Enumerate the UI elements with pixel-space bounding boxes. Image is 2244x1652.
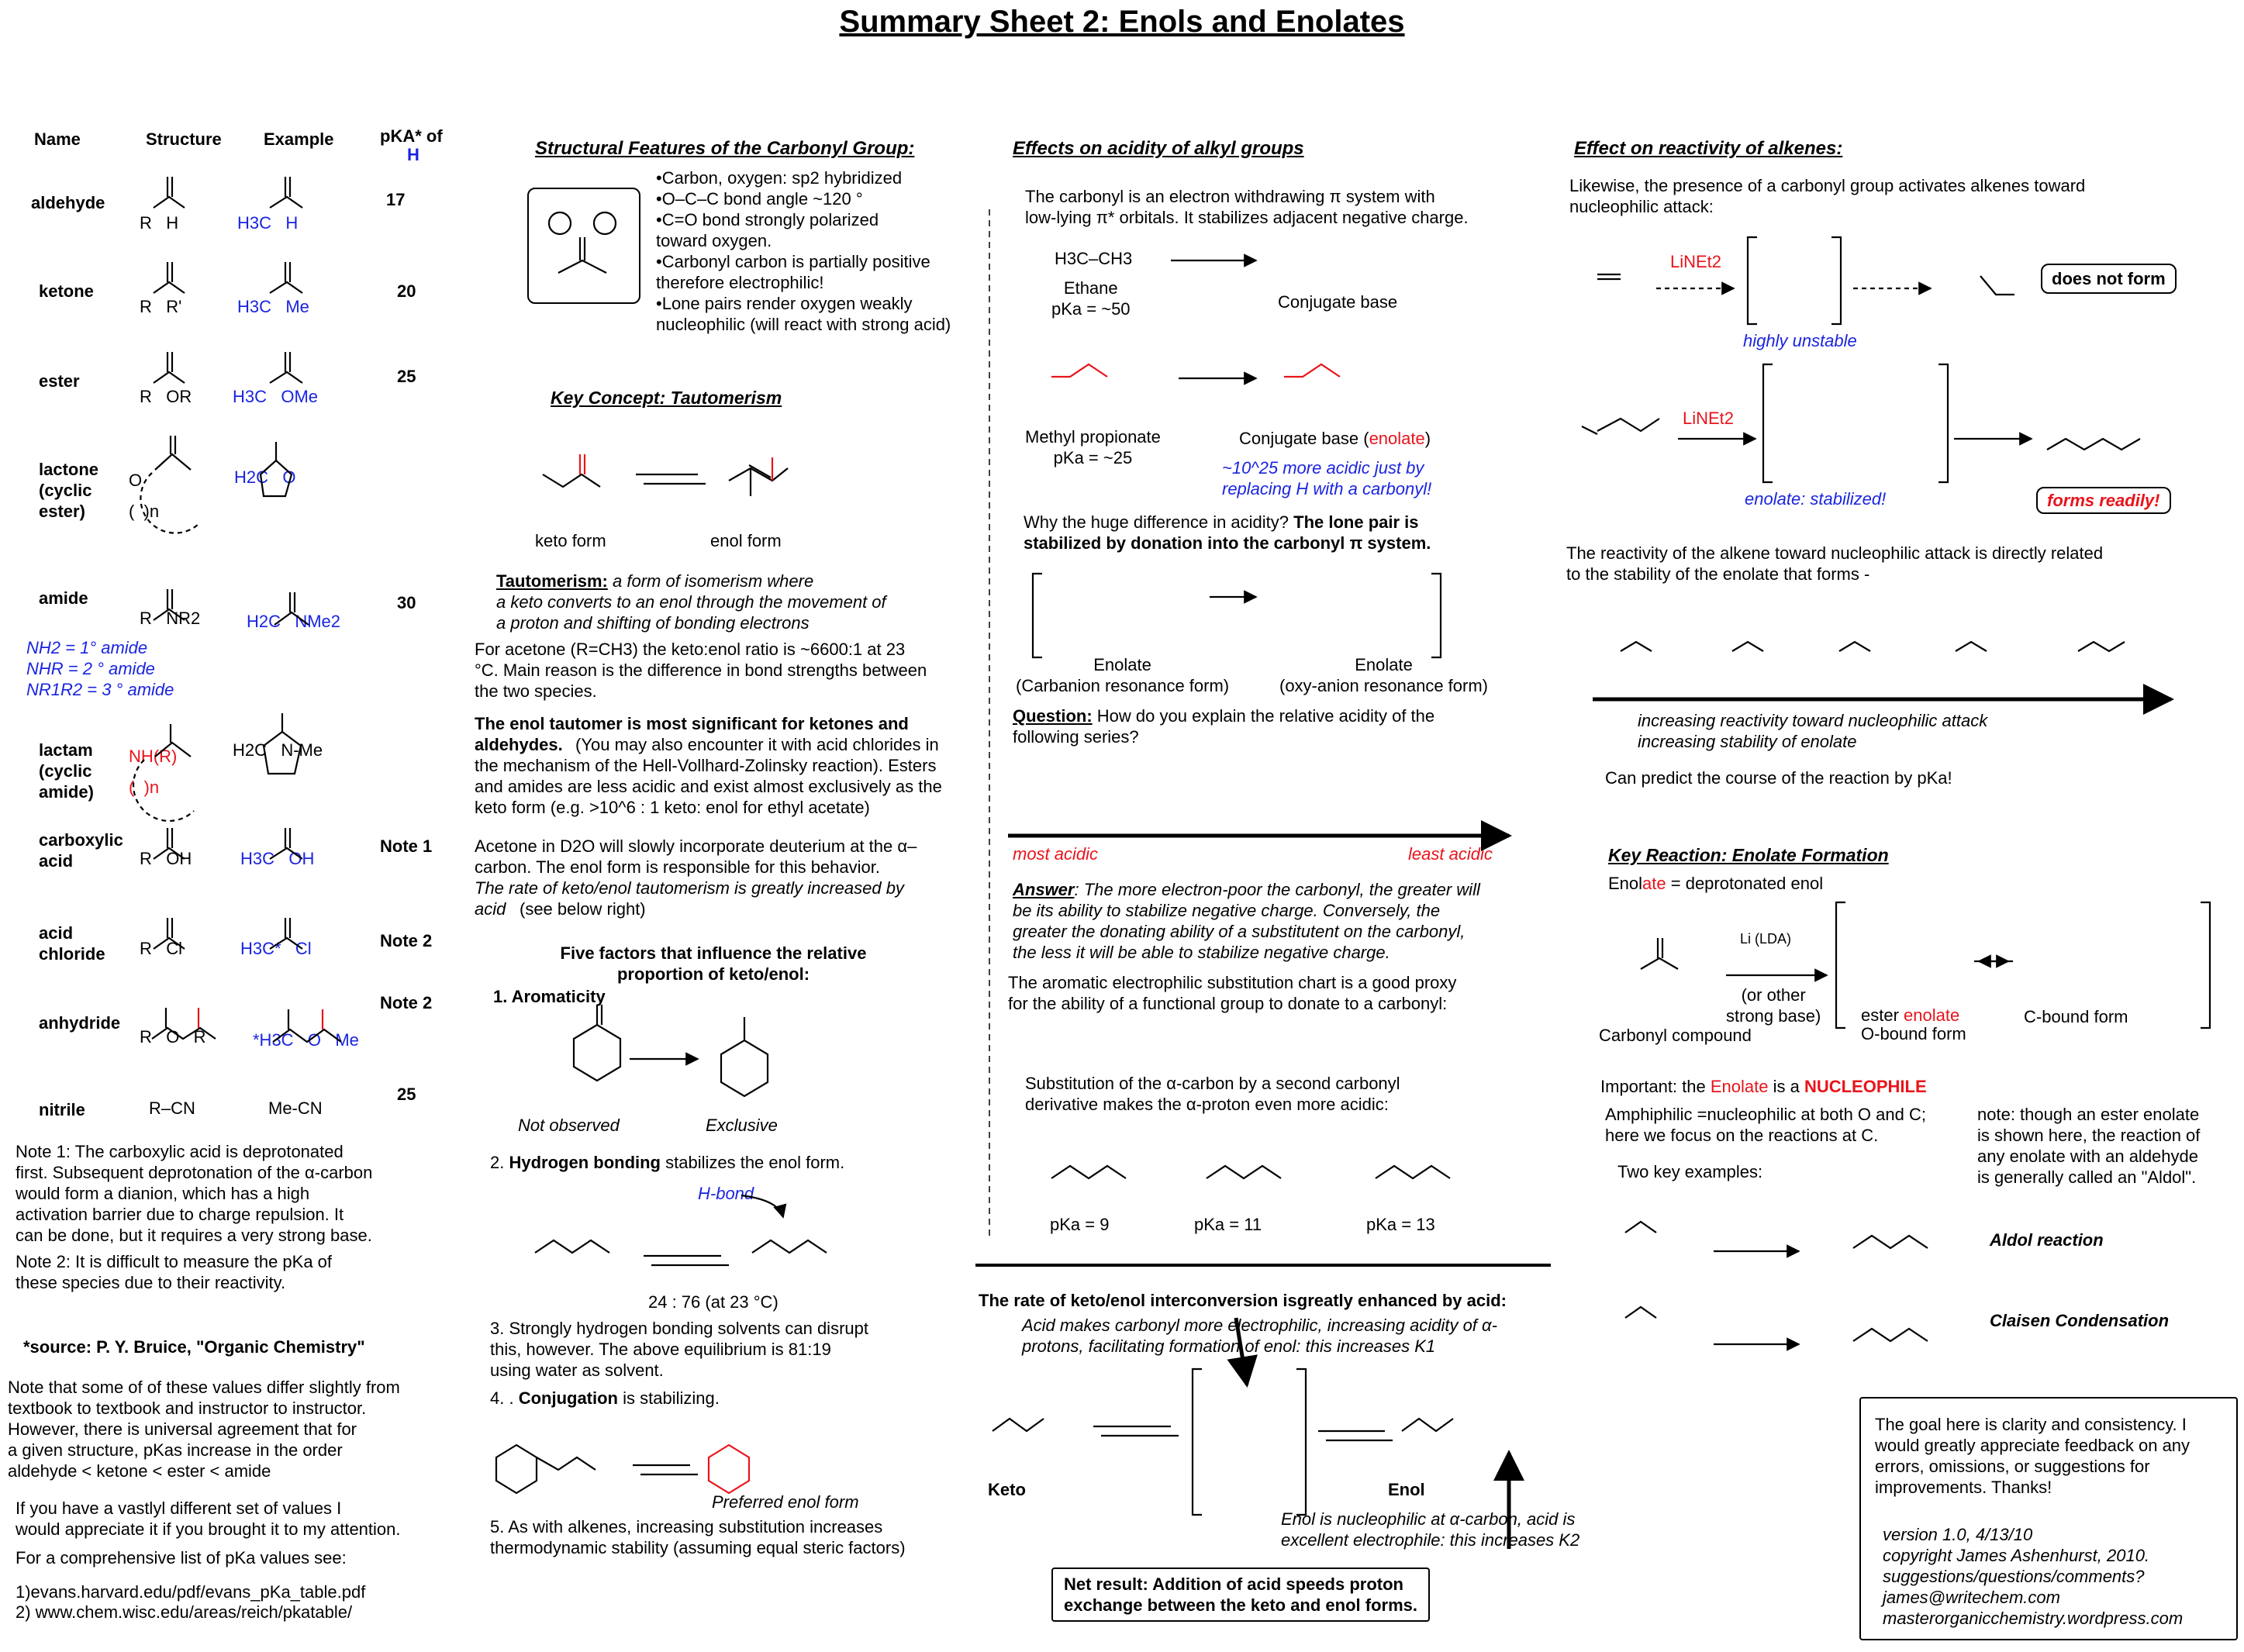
enolate-word: enolate xyxy=(1369,429,1425,448)
row-name: ester xyxy=(39,371,80,391)
enolate-red: enolate xyxy=(1904,1005,1960,1025)
resonance-bracket-left xyxy=(1033,574,1042,657)
credits-text: version 1.0, 4/13/10 copyright James Ashenhurst, 2010. suggestions/questions/comments? james@writechem.com masterorganicchemistry.wordpress.com xyxy=(1883,1525,2184,1628)
ester-enolate-label xyxy=(1861,1005,1959,1026)
net-result-box: Net result: Addition of acid speeds proton exchange between the keto and enol forms. xyxy=(1051,1568,1430,1622)
ethane-formula: H3C–CH3 xyxy=(1055,249,1133,268)
acid-title: The rate of keto/enol interconversion isgreatly enhanced by acid: xyxy=(979,1291,1507,1310)
tautomerism-header: Key Concept: Tautomerism xyxy=(551,388,782,408)
acidity-header: Effects on acidity of alkyl groups xyxy=(1013,138,1304,159)
question-label: Question: xyxy=(1013,706,1093,726)
row-structure: R R' xyxy=(140,297,182,316)
important-line xyxy=(1600,1076,1927,1097)
tautomerism-label: Tautomerism: xyxy=(496,571,608,591)
row-structure: R H xyxy=(140,213,179,233)
enol-diketone-structure xyxy=(752,1240,827,1253)
two-examples-label: Two key examples: xyxy=(1617,1162,1763,1181)
amide-note: NR1R2 = 3 ° amide xyxy=(26,680,174,699)
source-note: *source: P. Y. Bruice, "Organic Chemistry" xyxy=(23,1337,365,1357)
row-example: H3C* Cl xyxy=(240,939,312,958)
does-not-form-box: does not form xyxy=(2041,264,2177,294)
cyclohexadienone xyxy=(574,1005,620,1081)
row-pka: Note 1 xyxy=(380,836,433,856)
linet2-reagent: LiNEt2 xyxy=(1670,252,1722,271)
row-structure: NH(R) ( )n xyxy=(129,747,178,797)
enol-significant-detail: (You may also encounter it with acid chlorides in the mechanism of the Hell-Vollhard-Zolinsky reaction). Esters and amides are less acidic and exist almost exclusively as the keto form (e.g. >10^6 : 1 keto: enol for ethyl acetate) xyxy=(475,735,942,817)
increasing-label: increasing reactivity toward nucleophilic attack increasing stability of enolate xyxy=(1638,711,1988,751)
row-structure: O ( )n xyxy=(129,471,160,521)
row-structure: R NR2 xyxy=(140,609,201,628)
factor-conjugation xyxy=(490,1388,720,1409)
row-example: H3C Me xyxy=(237,297,309,316)
preferred-enol-label: Preferred enol form xyxy=(712,1492,859,1512)
important-mid: is a xyxy=(1768,1077,1804,1096)
factor-hbond-num: 2. xyxy=(490,1153,509,1172)
row-example: Me-CN xyxy=(268,1098,323,1118)
enol-significant: The enol tautomer is most significant for ketones and aldehydes. xyxy=(475,714,909,754)
enol-nucleophilic: Enol is nucleophilic at α-carbon, acid is excellent electrophile: this increases K2 xyxy=(1281,1509,1580,1550)
styrene-ring xyxy=(709,1445,749,1493)
methyl-propionate-label: Methyl propionate pKa = ~25 xyxy=(1025,427,1161,467)
aldol-reaction-label: Aldol reaction xyxy=(1990,1230,2104,1250)
row-pka: 30 xyxy=(397,593,416,612)
enolate-formation-header: Key Reaction: Enolate Formation xyxy=(1608,845,1889,865)
factor-conjugation-bold: Conjugation xyxy=(518,1388,618,1408)
amide-note: NH2 = 1° amide xyxy=(26,638,148,657)
factors-title: Five factors that influence the relative proportion of keto/enol: xyxy=(560,943,867,984)
ethane-label: Ethane pKa = ~50 xyxy=(1051,278,1131,319)
carbonyl-header: Structural Features of the Carbonyl Group: xyxy=(535,138,915,159)
row-structure: R Cl xyxy=(140,939,182,958)
enolate-definition xyxy=(1608,873,1823,894)
why-text xyxy=(1024,512,1431,554)
least-acidic-label: least acidic xyxy=(1408,844,1493,864)
other-base-label: (or other strong base) xyxy=(1726,985,1821,1026)
question xyxy=(1013,705,1434,747)
row-name: acid chloride xyxy=(39,923,105,964)
table-structure-ester xyxy=(154,352,302,383)
row-name: lactam (cyclic amide) xyxy=(39,740,94,802)
highly-unstable-label: highly unstable xyxy=(1743,331,1857,350)
answer-label: Answer xyxy=(1013,880,1075,899)
factor-hbond-bold: Hydrogen bonding xyxy=(509,1153,661,1172)
alkene-intro: Likewise, the presence of a carbonyl group activates alkenes toward nucleophilic attack: xyxy=(1569,176,2086,216)
tautomer-keto-structure xyxy=(543,454,600,487)
hbond-ratio: 24 : 76 (at 23 °C) xyxy=(648,1292,778,1312)
conjugate-base-text: Conjugate base ( xyxy=(1239,429,1369,448)
claisen-condensation-label: Claisen Condensation xyxy=(1990,1311,2170,1330)
note-1: Note 1: The carboxylic acid is deprotonated first. Subsequent deprotonation of the α-carbon would form a dianion, which has a high activation barrier due to charge repulsion. It can be done, but it requires a very strong base. xyxy=(16,1142,373,1245)
d2o-note: Acetone in D2O will slowly incorporate deuterium at the α– carbon. The enol form is responsible for this behavior. xyxy=(475,836,917,877)
exclusive-label: Exclusive xyxy=(706,1116,778,1135)
factor-hbond-rest: stabilizes the enol form. xyxy=(661,1153,845,1172)
amide-note: NHR = 2 ° amide xyxy=(26,659,155,678)
enolate-def-rest: = deprotonated enol xyxy=(1666,874,1824,893)
comprehensive-note: For a comprehensive list of pKa values see: xyxy=(16,1548,347,1568)
why-answer: The lone pair is stabilized by donation into the carbonyl π system. xyxy=(1024,512,1431,553)
goal-text: The goal here is clarity and consistency. I would greatly appreciate feedback on any errors, omissions, or suggestions for improvements. Thanks! xyxy=(1875,1415,2190,1497)
row-pka: Note 2 xyxy=(380,993,433,1012)
row-pka: 17 xyxy=(386,190,406,209)
important-enolate: Enolate xyxy=(1710,1077,1769,1096)
tautomer-enol-structure xyxy=(729,457,788,496)
enolate-carbanion-label: Enolate (Carbanion resonance form) xyxy=(1016,655,1230,695)
row-example: H2C NMe2 xyxy=(247,612,341,631)
keto-form-label: keto form xyxy=(535,531,606,550)
lda-label: Li (LDA) xyxy=(1740,931,1792,947)
aldol-note: note: though an ester enolate is shown here, the reaction of any enolate with an aldehyde is generally called an "Aldol". xyxy=(1977,1105,2201,1187)
row-structure: R OR xyxy=(140,387,192,406)
header-pka: pKA* of xyxy=(380,126,443,146)
forms-readily-box: forms readily! xyxy=(2036,487,2171,514)
not-observed-label: Not observed xyxy=(518,1116,620,1135)
enolate-def-ate: ate xyxy=(1642,874,1666,893)
row-name: carboxylic acid xyxy=(39,830,123,871)
hbond-label: H-bond xyxy=(698,1184,754,1203)
resonance-bracket-right xyxy=(1431,574,1441,657)
enolate-stabilized-label: enolate: stabilized! xyxy=(1745,489,1887,509)
pka-11: pKa = 11 xyxy=(1194,1215,1262,1234)
vastly-note: If you have a vastlyl different set of values I would appreciate it if you brought it to my attention. xyxy=(16,1499,401,1539)
conjugate-base-enolate: Conjugate base (enolate) xyxy=(1239,429,1431,448)
note-2: Note 2: It is difficult to measure the pKa of these species due to their reactivity. xyxy=(16,1252,333,1292)
row-pka: Note 2 xyxy=(380,931,433,950)
tautomerism-definition: a form of isomerism where a keto converts to an enol through the movement of a proton and shifting of bonding electrons xyxy=(496,571,886,633)
header-structure: Structure xyxy=(146,129,222,149)
table-structure-ketone xyxy=(154,262,302,293)
nucleophile-word: NUCLEOPHILE xyxy=(1804,1077,1927,1096)
carbonyl-features: •Carbon, oxygen: sp2 hybridized •O–C–C bond angle ~120 ° •C=O bond strongly polarized toward oxygen. •Carbonyl carbon is partially positive therefore electrophilic! •Lone pairs render oxygen weakly nucleophilic (will react with strong acid) xyxy=(656,168,951,334)
row-example: H3C OMe xyxy=(233,387,319,406)
keto-label: Keto xyxy=(988,1480,1026,1499)
row-name: amide xyxy=(39,588,88,608)
row-example: H3C H xyxy=(237,213,299,233)
row-name: aldehyde xyxy=(31,193,105,212)
conjugate-base-label: Conjugate base xyxy=(1278,292,1398,312)
question-text: How do you explain the relative acidity of the following series? xyxy=(1013,706,1435,747)
pka-9: pKa = 9 xyxy=(1050,1215,1110,1234)
link-reich[interactable]: 2) www.chem.wisc.edu/areas/reich/pkatable/ xyxy=(16,1602,353,1622)
carbonyl-diagram-box xyxy=(527,188,640,304)
c-bound-label: C-bound form xyxy=(2024,1007,2128,1026)
important-pre: Important: the xyxy=(1600,1077,1711,1096)
differ-note: Note that some of of these values differ slightly from textbook to textbook and instructor to instructor. However, there is universal agreement that for a given structure, pKas increase in the order aldehyde < ketone < ester < amide xyxy=(8,1378,400,1481)
reactivity-text: The reactivity of the alkene toward nucleophilic attack is directly related to the stability of the enolate that forms - xyxy=(1566,543,2104,584)
second-carbonyl: Substitution of the α-carbon by a second carbonyl derivative makes the α-proton even more acidic: xyxy=(1025,1074,1400,1114)
predict-text: Can predict the course of the reaction by pKa! xyxy=(1605,768,1952,788)
table-structure-aldehyde xyxy=(154,177,302,208)
phenol xyxy=(721,1017,768,1096)
amphiphilic-text: Amphiphilic =nucleophilic at both O and C; here we focus on the reactions at C. xyxy=(1605,1105,1926,1145)
row-structure: R OH xyxy=(140,849,192,868)
row-structure: R O R xyxy=(140,1027,206,1047)
factor-conjugation-num: 4. . xyxy=(490,1388,519,1408)
more-acidic-note: ~10^25 more acidic just by replacing H with a carbonyl! xyxy=(1222,458,1432,498)
d2o-tail: (see below right) xyxy=(520,899,646,919)
header-example: Example xyxy=(264,129,334,149)
acetone-ratio: For acetone (R=CH3) the keto:enol ratio is ~6600:1 at 23 °C. Main reason is the difference in bond strengths between the two species. xyxy=(475,640,927,701)
page-title: Summary Sheet 2: Enols and Enolates xyxy=(839,5,1405,39)
header-name: Name xyxy=(34,129,81,149)
linet2-reagent-2: LiNEt2 xyxy=(1683,409,1735,428)
diketone-structure xyxy=(535,1240,609,1253)
answer xyxy=(1013,879,1480,963)
answer-text: : The more electron-poor the carbonyl, the greater will be its ability to stabilize negative charge. Conversely, the greater the donating ability of a substitutent on the carbonyl, the less it will be able to stabilize negative charge. xyxy=(1013,880,1480,962)
enol-label: Enol xyxy=(1388,1480,1425,1499)
most-acidic-label: most acidic xyxy=(1013,844,1099,864)
factor-aromaticity: 1. Aromaticity xyxy=(493,987,606,1006)
row-example: *H3C O Me xyxy=(253,1030,359,1050)
row-structure: R–CN xyxy=(149,1098,195,1118)
row-name: anhydride xyxy=(39,1013,121,1033)
o-bound-label: O-bound form xyxy=(1861,1024,1966,1043)
enolate-def-enol: Enol xyxy=(1608,874,1643,893)
row-name: lactone (cyclic ester) xyxy=(39,460,99,521)
acidity-intro: The carbonyl is an electron withdrawing π system with low-lying π* orbitals. It stabilizes adjacent negative charge. xyxy=(1025,187,1469,227)
factor-hbond xyxy=(490,1152,844,1173)
carbonyl-compound-label: Carbonyl compound xyxy=(1599,1026,1752,1045)
alkene-header: Effect on reactivity of alkenes: xyxy=(1574,138,1843,159)
row-name: ketone xyxy=(39,281,94,301)
row-pka: 25 xyxy=(397,367,416,386)
aromatic-proxy: The aromatic electrophilic substitution chart is a good proxy for the ability of a functional group to donate to a carbonyl: xyxy=(1008,973,1457,1013)
factor-solvents: 3. Strongly hydrogen bonding solvents can disrupt this, however. The above equilibrium is 81:19 using water as solvent. xyxy=(490,1319,868,1380)
link-evans[interactable]: 1)evans.harvard.edu/pdf/evans_pKa_table.pdf xyxy=(16,1582,366,1602)
enolate-oxyanion-label: Enolate (oxy-anion resonance form) xyxy=(1279,655,1489,695)
row-example: H2C N-Me xyxy=(233,740,323,760)
row-example: H3C OH xyxy=(240,849,315,868)
ester-word: ester xyxy=(1861,1005,1904,1025)
d2o-italic: The rate of keto/enol tautomerism is greatly increased by acid xyxy=(475,878,904,919)
acid-description: Acid makes carbonyl more electrophilic, increasing acidity of α- protons, facilitating formation of enol: this increases K1 xyxy=(1022,1316,1497,1356)
row-pka: 25 xyxy=(397,1085,416,1104)
factor-substitution: 5. As with alkenes, increasing substitution increases thermodynamic stability (assuming equal steric factors) xyxy=(490,1517,906,1557)
row-pka: 20 xyxy=(397,281,416,301)
row-name: nitrile xyxy=(39,1100,85,1119)
factor-conjugation-rest: is stabilizing. xyxy=(618,1388,720,1408)
header-pka-h: H xyxy=(407,145,419,164)
pka-13: pKa = 13 xyxy=(1366,1215,1435,1234)
enol-form-label: enol form xyxy=(710,531,782,550)
row-example: H2C O xyxy=(234,467,296,487)
why-question: Why the huge difference in acidity? xyxy=(1024,512,1294,532)
benzyl-ring xyxy=(496,1445,537,1493)
